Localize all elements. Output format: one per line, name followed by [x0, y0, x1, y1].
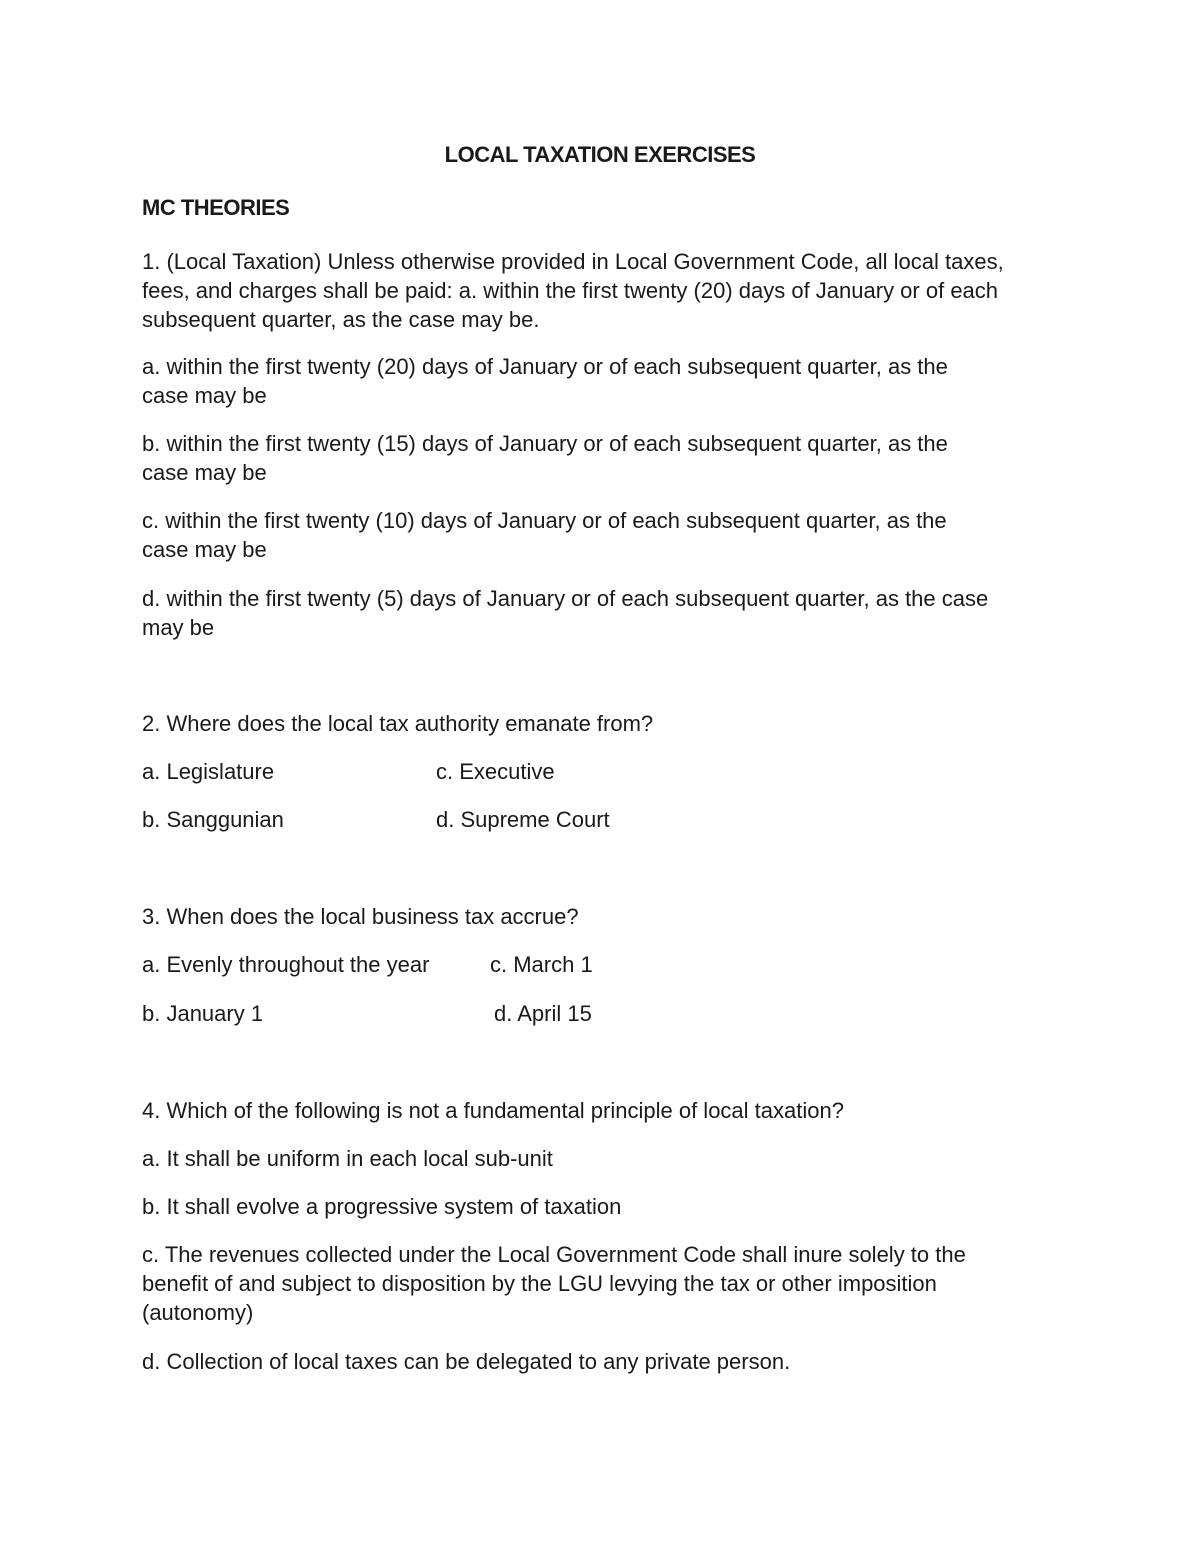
- q1-option-c-line-1: c. within the first twenty (10) days of January or of each subsequent quarter, as the: [142, 508, 947, 533]
- q3-option-b: b. January 1: [142, 1001, 264, 1026]
- q1-question-line-2: fees, and charges shall be paid: a. within the first twenty (20) days of January or of each: [142, 278, 999, 303]
- q4-option-c-line-1: c. The revenues collected under the Local Government Code shall inure solely to the: [142, 1242, 966, 1267]
- q1-question-line-1: 1. (Local Taxation) Unless otherwise provided in Local Government Code, all local taxes,: [142, 249, 1004, 274]
- q4-option-a: a. It shall be uniform in each local sub-unit: [142, 1146, 553, 1171]
- q3-question: 3. When does the local business tax accrue?: [142, 904, 579, 929]
- q1-option-a-line-1: a. within the first twenty (20) days of January or of each subsequent quarter, as the: [142, 354, 948, 379]
- q1-question-line-3: subsequent quarter, as the case may be.: [142, 307, 540, 332]
- q2-question: 2. Where does the local tax authority emanate from?: [142, 711, 654, 736]
- q1-option-b-line-1: b. within the first twenty (15) days of January or of each subsequent quarter, as the: [142, 431, 948, 456]
- q1-option-d-line-1: d. within the first twenty (5) days of January or of each subsequent quarter, as the case: [142, 586, 989, 611]
- q4-option-b: b. It shall evolve a progressive system of taxation: [142, 1194, 622, 1219]
- document-title: LOCAL TAXATION EXERCISES: [444, 142, 756, 167]
- q1-option-b-line-2: case may be: [142, 460, 267, 485]
- q2-option-a: a. Legislature: [142, 759, 275, 784]
- q2-option-d: d. Supreme Court: [436, 807, 610, 832]
- q2-option-c: c. Executive: [436, 759, 555, 784]
- q3-option-d: d. April 15: [494, 1001, 592, 1026]
- q3-option-c: c. March 1: [490, 952, 593, 977]
- q4-option-d: d. Collection of local taxes can be delegated to any private person.: [142, 1349, 791, 1374]
- q1-option-a-line-2: case may be: [142, 383, 267, 408]
- q1-option-d-line-2: may be: [142, 615, 215, 640]
- q4-option-c-line-2: benefit of and subject to disposition by the LGU levying the tax or other imposition: [142, 1271, 937, 1296]
- q2-option-b: b. Sanggunian: [142, 807, 284, 832]
- q4-question: 4. Which of the following is not a fundamental principle of local taxation?: [142, 1098, 844, 1123]
- q4-option-c-line-3: (autonomy): [142, 1300, 254, 1325]
- q1-option-c-line-2: case may be: [142, 537, 267, 562]
- section-heading: MC THEORIES: [142, 195, 290, 220]
- q3-option-a: a. Evenly throughout the year: [142, 952, 430, 977]
